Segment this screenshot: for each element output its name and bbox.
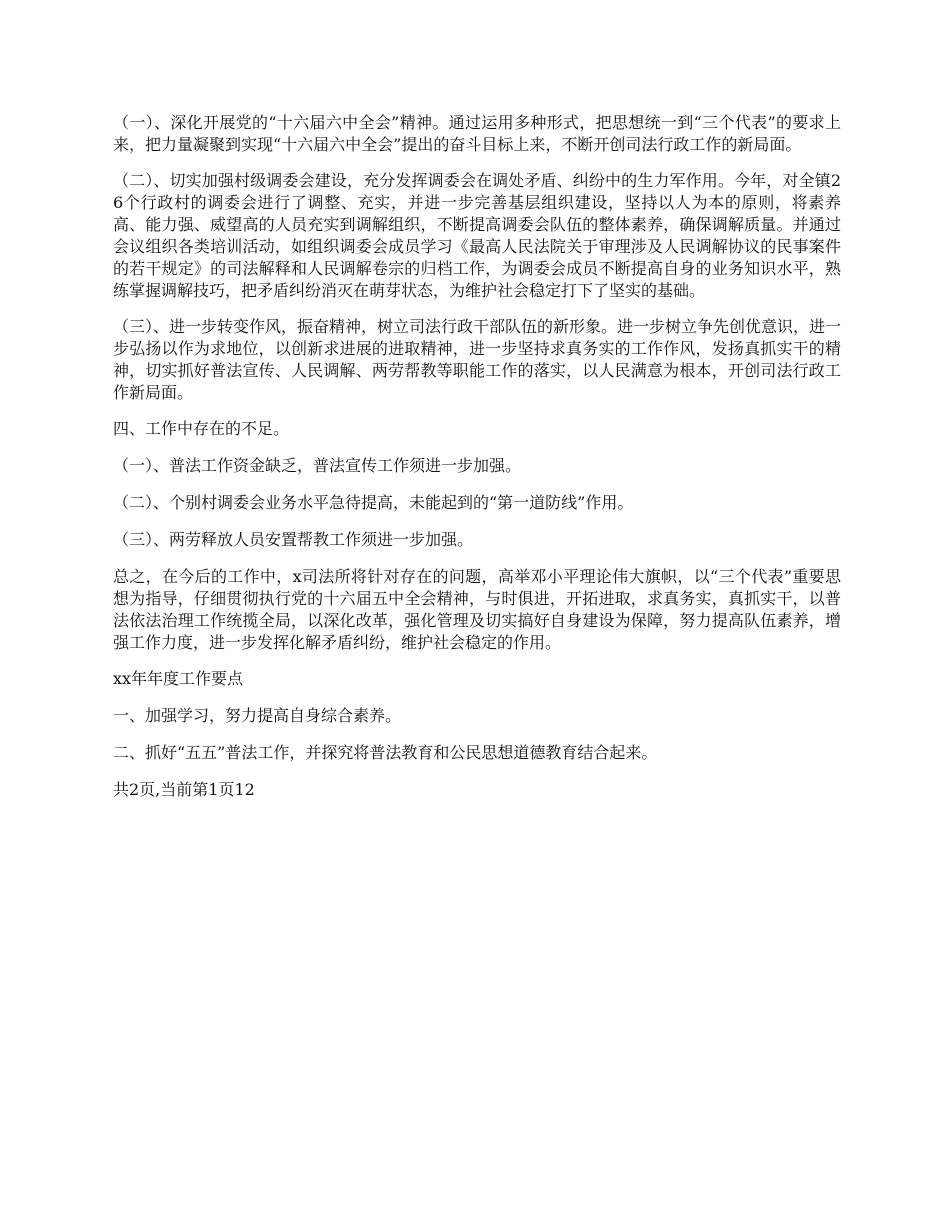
- heading-annual-plan: xx年年度工作要点: [113, 669, 244, 688]
- paragraph-conclusion: 总之，在今后的工作中，x司法所将针对存在的问题，高举邓小平理论伟大旗帜，以“三个代表”重要思想为指导，仔细贯彻执行党的十六届五中全会精神，与时俱进，开拓进取，求真务实，真抓实干，以普法依法治理工作统揽全局，以深化改革，强化管理及切实搞好自身建设为保障，努力提高队伍素养，增强工作力度，进一步发挥化解矛盾纠纷，维护社会稳定的作用。: [113, 567, 841, 652]
- page-indicator: 共2页,当前第1页12: [113, 780, 255, 799]
- paragraph-section-2: （二）、切实加强村级调委会建设，充分发挥调委会在调处矛盾、纠纷中的生力军作用。今年，对全镇26个行政村的调委会进行了调整、充实，并进一步完善基层组织建设，坚持以人为本的原则，将素养高、能力强、威望高的人员充实到调解组织，不断提高调委会队伍的整体素养，确保调解质量。并通过会议组织各类培训活动，如组织调委会成员学习《最高人民法院关于审理涉及人民调解协议的民事案件的若干规定》的司法解释和人民调解卷宗的归档工作，为调委会成员不断提高自身的业务知识水平，熟练掌握调解技巧，把矛盾纠纷消灭在萌芽状态，为维护社会稳定打下了坚实的基础。: [113, 171, 841, 300]
- paragraph-shortcoming-3: （三）、两劳释放人员安置帮教工作须进一步加强。: [113, 530, 474, 549]
- heading-shortcomings: 四、工作中存在的不足。: [113, 419, 290, 438]
- paragraph-plan-2: 二、抓好“五五”普法工作，并探究将普法教育和公民思想道德教育结合起来。: [113, 743, 658, 762]
- paragraph-section-1: （一）、深化开展党的“十六届六中全会”精神。通过运用多种形式，把思想统一到“三个代表”的要求上来，把力量凝聚到实现“十六届六中全会”提出的奋斗目标上来，不断开创司法行政工作的新局面。: [113, 113, 841, 154]
- paragraph-shortcoming-1: （一）、普法工作资金缺乏，普法宣传工作须进一步加强。: [113, 456, 522, 475]
- document-page: [113, 112, 841, 816]
- paragraph-plan-1: 一、加强学习，努力提高自身综合素养。: [113, 706, 402, 725]
- paragraph-section-3: （三）、进一步转变作风，振奋精神，树立司法行政干部队伍的新形象。进一步树立争先创优意识，进一步弘扬以作为求地位，以创新求进展的进取精神，进一步坚持求真务实的工作作风，发扬真抓实干的精神，切实抓好普法宣传、人民调解、两劳帮教等职能工作的落实，以人民满意为根本，开创司法行政工作新局面。: [113, 317, 842, 402]
- paragraph-shortcoming-2: （二）、个别村调委会业务水平急待提高，未能起到的“第一道防线”作用。: [113, 493, 634, 512]
